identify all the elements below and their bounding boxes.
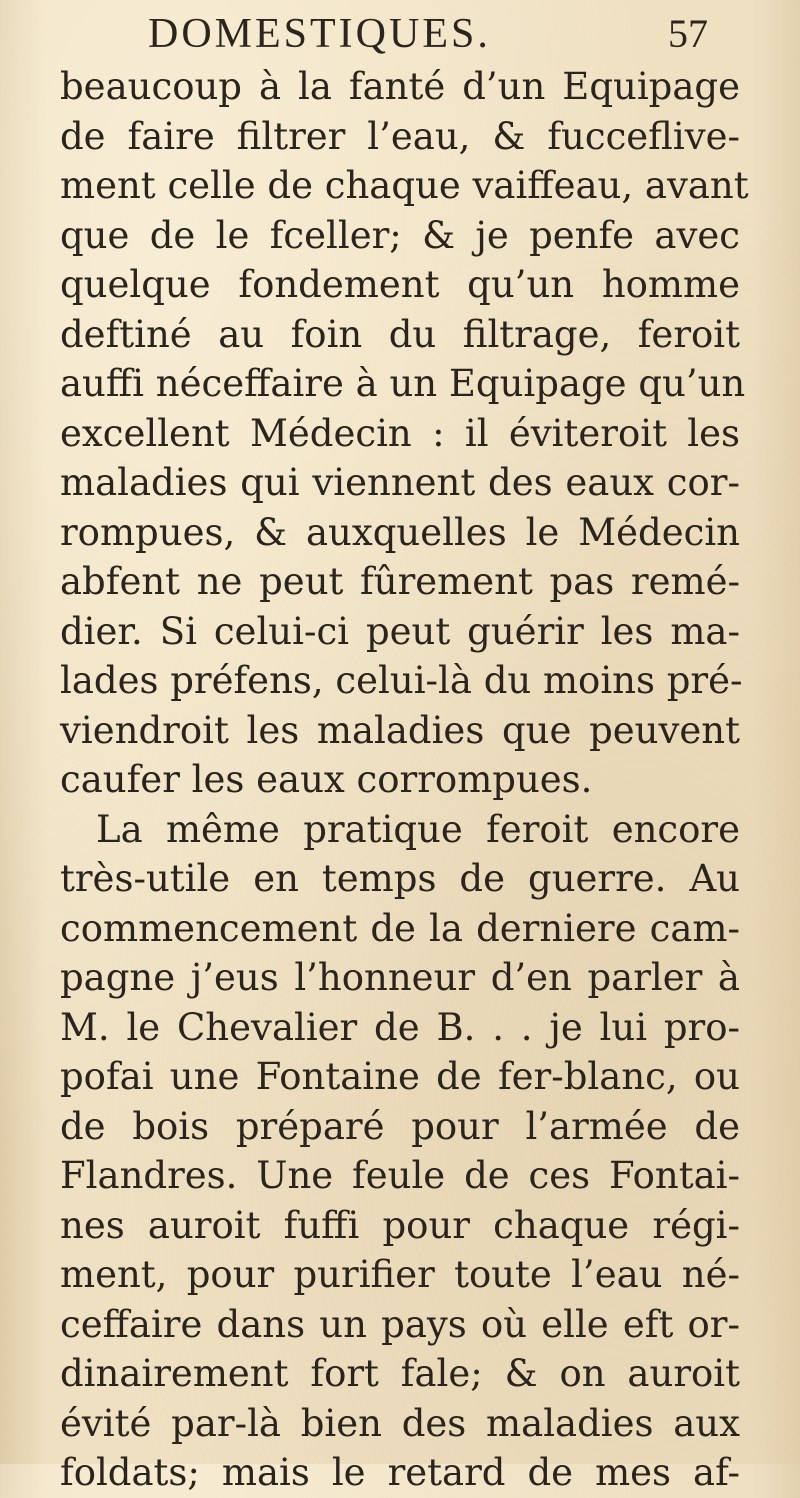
- running-head: [148, 8, 708, 60]
- text-line: M. le Chevalier de B. . . je lui pro-: [60, 1005, 740, 1049]
- text-line: beaucoup à la fanté d’un Equipage: [60, 65, 740, 108]
- text-line: de faire filtrer l’eau, & fucceflive-: [60, 114, 740, 158]
- text-line: pofai une Fontaine de fer-blanc, ou: [60, 1055, 740, 1098]
- text-line: nes auroit fuffi pour chaque régi-: [60, 1203, 740, 1247]
- paragraph-end-line: caufer les eaux corrompues.: [60, 758, 593, 801]
- running-title: DOMESTIQUES.: [148, 11, 491, 57]
- text-line: dier. Si celui-ci peut guérir les ma-: [60, 609, 740, 653]
- body-text: [60, 62, 749, 1498]
- text-line: ment, pour purifier toute l’eau né-: [60, 1253, 740, 1296]
- text-line: pagne j’eus l’honneur d’en parler à: [60, 956, 740, 999]
- text-line: Flandres. Une feule de ces Fontai-: [60, 1154, 740, 1197]
- text-line: rompues, & auxquelles le Médecin: [60, 510, 740, 554]
- text-line: abfent ne peut fûrement pas remé-: [60, 560, 740, 603]
- paragraph-start-line: La même pratique feroit encore: [96, 807, 740, 851]
- text-line: ment celle de chaque vaiffeau, avant: [60, 164, 749, 207]
- text-line: dinairement fort fale; & on auroit: [60, 1352, 740, 1395]
- text-line: viendroit les maladies que peuvent: [60, 708, 740, 752]
- text-line: quelque fondement qu’un homme: [60, 263, 740, 306]
- text-line: excellent Médecin : il éviteroit les: [60, 411, 740, 455]
- text-line: très-utile en temps de guerre. Au: [60, 857, 740, 900]
- text-line: évité par-là bien des maladies aux: [60, 1401, 740, 1445]
- text-line: de bois préparé pour l’armée de: [60, 1104, 740, 1148]
- page-number: 57: [668, 11, 708, 56]
- text-line: ceffaire dans un pays où elle eft or-: [60, 1302, 740, 1346]
- text-line: foldats; mais le retard de mes af-: [60, 1451, 740, 1494]
- text-line: auffi néceffaire à un Equipage qu’un: [60, 362, 746, 405]
- text-line: lades préfens, celui-là du moins pré-: [60, 659, 743, 702]
- text-line: commencement de la derniere cam-: [60, 906, 740, 950]
- text-line: deftiné au foin du filtrage, feroit: [60, 312, 740, 356]
- text-line: maladies qui viennent des eaux cor-: [60, 461, 740, 504]
- text-line: que de le fceller; & je penfe avec: [60, 213, 740, 257]
